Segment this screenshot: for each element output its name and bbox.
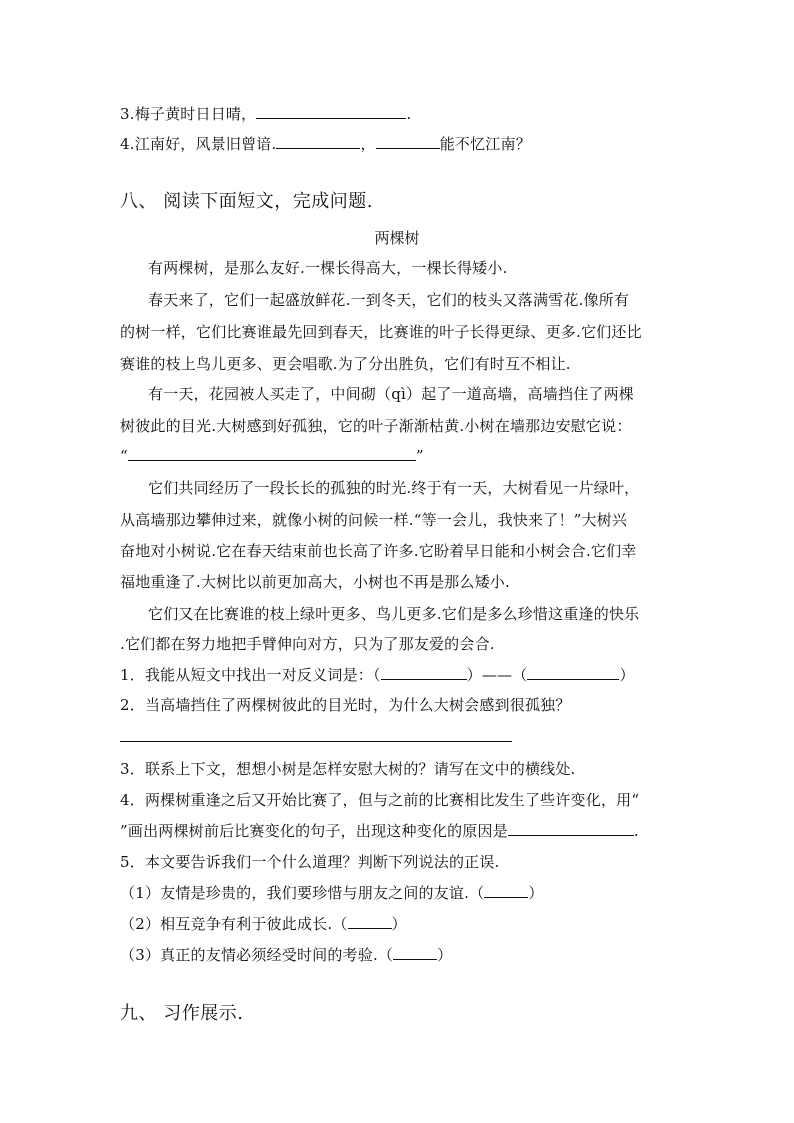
question-1-text: 1．我能从短文中找出一对反义词是：（: [120, 666, 381, 684]
paragraph-3-line-1: 有一天，花园被人买走了，中间砌（qì）起了一道高墙，高墙挡住了两棵: [148, 385, 635, 403]
paragraph-2-line-1: 春天来了，它们一起盛放鲜花.一到冬天，它们的枝头又落满雪花.像所有: [148, 291, 630, 309]
question-4-text: ”画出两棵树前后比赛变化的句子，出现这种变化的原因是: [120, 822, 508, 840]
option-2: [120, 913, 407, 934]
poem-line-3-text: 3.梅子黄时日日晴，: [120, 105, 257, 123]
section-8-heading: 八、 阅读下面短文，完成问题.: [120, 191, 373, 212]
section-9-heading: 九、 习作展示.: [120, 1003, 244, 1024]
close-quote: ”: [415, 447, 424, 465]
paragraph-1: 有两棵树，是那么友好.一棵长得高大，一棵长得矮小.: [148, 259, 508, 277]
paragraph-2-line-3: 赛谁的枝上鸟儿更多、更会唱歌.为了分出胜负，它们有时互不相让.: [120, 355, 571, 373]
answer-blank[interactable]: [393, 944, 437, 960]
question-4-line-1: 4．两棵树重逢之后又开始比赛了，但与之前的比赛相比发生了些许变化，用“: [120, 791, 640, 809]
option-1-text: （1）友情是珍贵的，我们要珍惜与朋友之间的友谊.（: [120, 884, 485, 902]
option-3: [120, 944, 452, 965]
paragraph-4-line-1: 它们共同经历了一段长长的孤独的时光.终于有一天，大树看见一片绿叶，: [148, 479, 640, 497]
paragraph-2-line-2: 的树一样，它们比赛谁最先回到春天，比赛谁的叶子长得更绿、更多.它们还比: [120, 323, 642, 341]
question-1-dash: ）——（: [466, 666, 528, 684]
quote-answer-blank[interactable]: [128, 445, 416, 461]
option-1-close: ）: [528, 884, 544, 902]
poem-line-4-end: 能不忆江南？: [439, 135, 531, 153]
answer-blank[interactable]: [348, 913, 392, 929]
option-2-close: ）: [391, 915, 407, 933]
quote-answer-line: [120, 445, 424, 466]
paragraph-5-line-2: .它们都在努力地把手臂伸向对方，只为了那友爱的会合.: [120, 635, 495, 653]
question-2: 2．当高墙挡住了两棵树彼此的目光时，为什么大树会感到很孤独？: [120, 696, 571, 714]
answer-blank[interactable]: [376, 133, 440, 149]
passage-title: 两棵树: [374, 229, 420, 247]
question-4-line-2: [120, 820, 639, 841]
answer-blank[interactable]: [508, 820, 634, 836]
question-1: [120, 664, 635, 685]
answer-blank[interactable]: [256, 103, 406, 119]
open-quote: “: [120, 447, 128, 465]
poem-line-4: [120, 133, 531, 154]
paragraph-4-line-4: 福地重逢了.大树比以前更加高大，小树也不再是那么矮小.: [120, 573, 510, 591]
option-3-text: （3）真正的友情必须经受时间的考验.（: [120, 946, 394, 964]
poem-line-3-end: .: [406, 105, 412, 123]
poem-line-3: [120, 103, 411, 124]
question-2-answer-line[interactable]: [120, 741, 512, 742]
option-1: [120, 882, 544, 903]
answer-blank[interactable]: [527, 664, 619, 680]
paragraph-4-line-2: 从高墙那边攀伸过来，就像小树的问候一样.“等一会儿，我快来了！”大树兴: [120, 511, 628, 529]
option-2-text: （2）相互竞争有利于彼此成长.（: [120, 915, 348, 933]
paragraph-3-line-2: 树彼此的目光.大树感到好孤独，它的叶子渐渐枯黄.小树在墙那边安慰它说：: [120, 417, 632, 435]
answer-blank[interactable]: [484, 882, 528, 898]
question-1-close: ）: [619, 666, 635, 684]
answer-blank[interactable]: [276, 133, 360, 149]
paragraph-4-line-3: 奋地对小树说.它在春天结束前也长高了许多.它盼着早日能和小树会合.它们幸: [120, 542, 637, 560]
question-5: 5．本文要告诉我们一个什么道理？判断下列说法的正误.: [120, 853, 500, 871]
paragraph-5-line-1: 它们又在比赛谁的枝上绿叶更多、鸟儿更多.它们是多么珍惜这重逢的快乐: [148, 605, 640, 623]
answer-blank[interactable]: [381, 664, 467, 680]
poem-line-4-comma: ，: [360, 135, 376, 153]
question-3: 3．联系上下文，想想小树是怎样安慰大树的？请写在文中的横线处.: [120, 760, 576, 778]
question-4-end: .: [633, 822, 639, 840]
option-3-close: ）: [437, 946, 453, 964]
poem-line-4-text: 4.江南好，风景旧曾谙.: [120, 135, 277, 153]
